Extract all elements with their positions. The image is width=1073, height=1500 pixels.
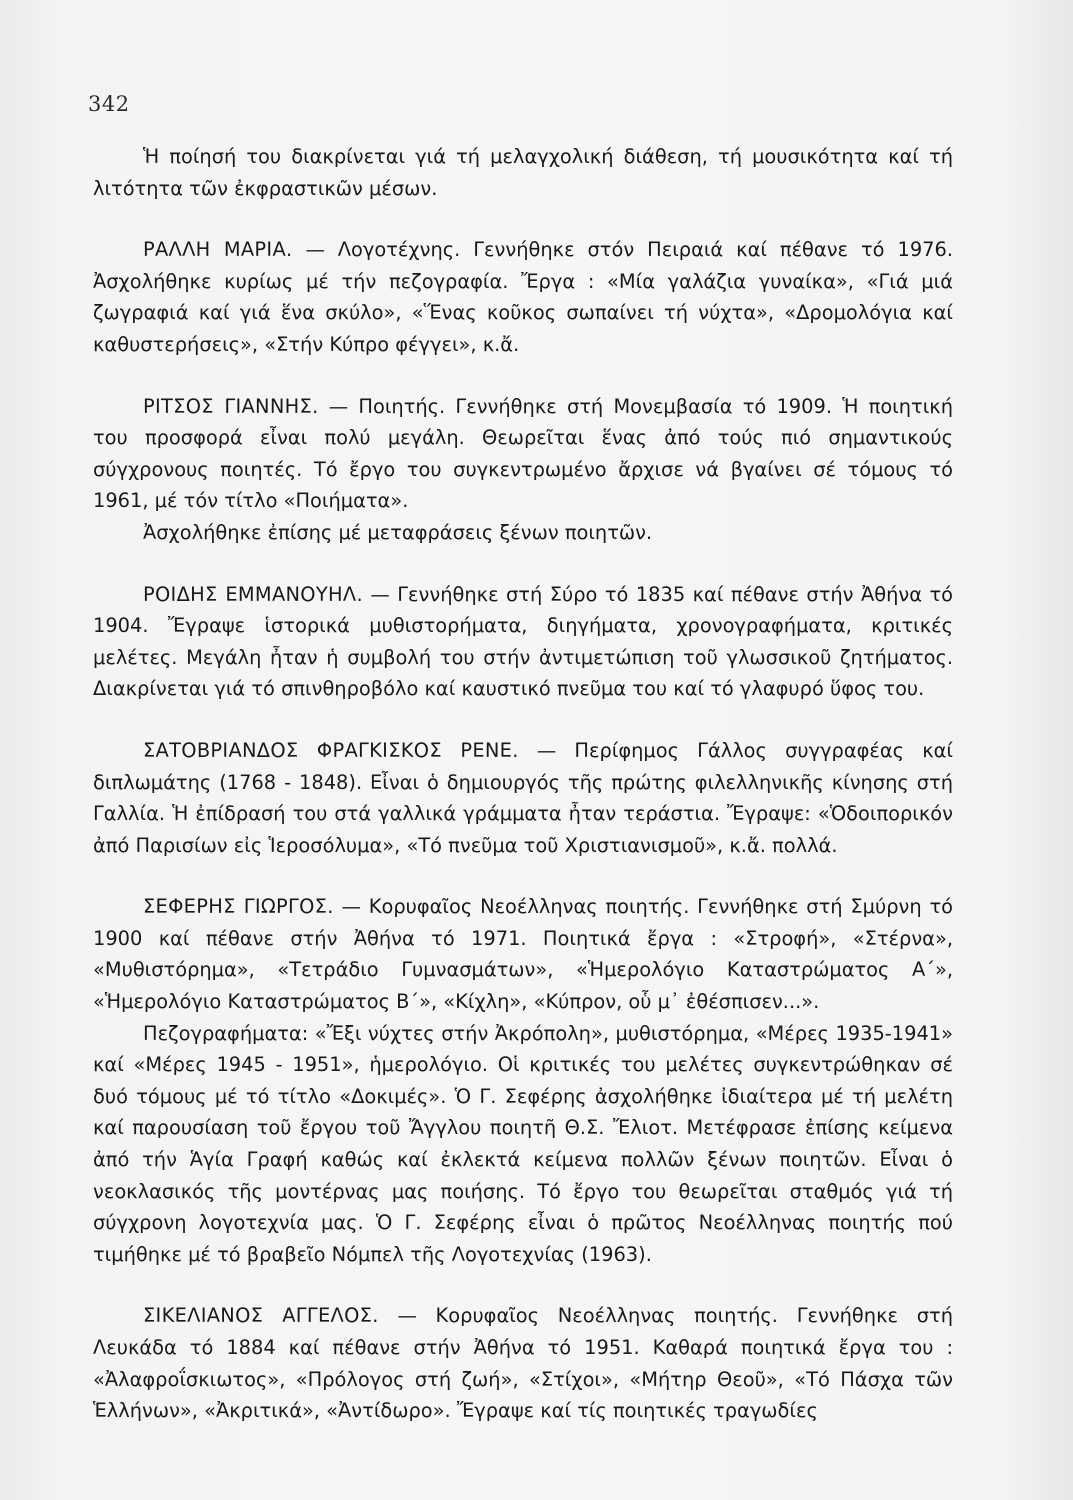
entry-ralli [93, 234, 953, 360]
entry-paragraph [93, 391, 953, 517]
text-body [93, 141, 953, 1427]
entry-paragraph [93, 579, 953, 705]
entry-text: — Ποιητής. Γεννήθηκε στή Μονεμβασία τό 1909. Ἡ ποιητική του προσφορά εἶναι πολύ μεγάλη. Θεωρεῖται ἕνας ἀπό τούς πιό σημαντικούς σύγχρονους ποιητές. Τό ἔργο του συγκεντρωμένο ἄρχισε νά βγαίνει σέ τόμους τό 1961, μέ τόν τίτλο «Ποιήματα». [93, 394, 953, 513]
entry-text: — Κορυφαῖος Νεοέλληνας ποιητής. Γεννήθηκε στή Λευκάδα τό 1884 καί πέθανε στήν Ἀθήνα τό 1951. Καθαρά ποιητικά ἔργα του : «Ἀλαφροΐσκιωτος», «Πρόλογος στή ζωή», «Στίχοι», «Μήτηρ Θεοῦ», «Τό Πάσχα τῶν Ἑλλήνων», «Ἀκριτικά», «Ἀντίδωρο». Ἔγραψε καί τίς ποιητικές τραγωδίες [93, 1304, 953, 1423]
entry-text: — Κορυφαῖος Νεοέλληνας ποιητής. Γεννήθηκε στή Σμύρνη τό 1900 καί πέθανε στήν Ἀθήνα τό 1971. Ποιητικά ἔργα : «Στροφή», «Στέρνα», «Μυθιστόρημα», «Τετράδιο Γυμνασμάτων», «Ἡμερολόγιο Καταστρώματος Α΄», «Ἡμερολόγιο Καταστρώματος Β΄», «Κίχλη», «Κύπρον, οὗ μ᾿ ἐθέσπισεν...». [93, 895, 953, 1014]
entry-paragraph [93, 234, 953, 360]
entry-name: ΣΑΤΟΒΡΙΑΝΔΟΣ ΦΡΑΓΚΙΣΚΟΣ ΡΕΝΕ. [143, 738, 519, 762]
entry-name: ΡΙΤΣΟΣ ΓΙΑΝΝΗΣ. [143, 394, 319, 418]
entry-name: ΡΑΛΛΗ ΜΑΡΙΑ. [143, 238, 293, 262]
page-number: 342 [88, 92, 130, 116]
entry-paragraph: Ἡ ποίησή του διακρίνεται γιά τή μελαγχολική διάθεση, τή μουσικότητα καί τή λιτότητα τῶν ἐκφραστικῶν μέσων. [93, 145, 953, 200]
entry-text: — Περίφημος Γάλλος συγγραφέας καί διπλωμάτης (1768 - 1848). Εἶναι ὁ δημιουργός τῆς πρώτης φιλελληνικῆς κίνησης στή Γαλλία. Ἡ ἐπίδρασή του στά γαλλικά γράμματα ἦταν τεράστια. Ἔγραψε: «Ὁδοιπορικόν ἀπό Παρισίων εἰς Ἱεροσόλυμα», «Τό πνεῦμα τοῦ Χριστιανισμοῦ», κ.ἄ. πολλά. [93, 738, 953, 857]
entry-paragraph [93, 1300, 953, 1426]
entry-paragraph [93, 735, 953, 861]
entry-name: ΡΟΙΔΗΣ ΕΜΜΑΝΟΥΗΛ. [143, 582, 363, 606]
entry-paragraph: Πεζογραφήματα: «Ἔξι νύχτες στήν Ἀκρόπολη», μυθιστόρημα, «Μέρες 1935-1941» καί «Μέρες 1945 - 1951», ἡμερολόγιο. Οἱ κριτικές του μελέτες συγκεντρώθηκαν σέ δυό τόμους μέ τό τίτλο «Δοκιμές». Ὁ Γ. Σεφέρης ἀσχολήθηκε ἰδιαίτερα μέ τή μελέτη καί παρουσίαση τοῦ ἔργου τοῦ Ἄγγλου ποιητῆ Θ.Σ. Ἔλιοτ. Μετέφρασε ἐπίσης κείμενα ἀπό τήν Ἁγία Γραφή καθώς καί ἐκλεκτά κείμενα πολλῶν ξένων ποιητῶν. Εἶναι ὁ νεοκλασικός τῆς μοντέρνας μας ποιήσης. Τό ἔργο του θεωρεῖται σταθμός γιά τή σύγχρονη λογοτεχνία μας. Ὁ Γ. Σεφέρης εἶναι ὁ πρῶτος Νεοέλληνας ποιητής πού τιμήθηκε μέ τό βραβεῖο Νόμπελ τῆς Λογοτεχνίας (1963). [93, 1021, 953, 1266]
entry-intro [93, 141, 953, 204]
entry-seferis [93, 891, 953, 1270]
entry-sikelianos [93, 1300, 953, 1426]
entry-ritsos [93, 391, 953, 549]
entry-text: — Γεννήθηκε στή Σύρο τό 1835 καί πέθανε στήν Ἀθήνα τό 1904. Ἔγραψε ἱστορικά μυθιστορήματα, διηγήματα, χρονογραφήματα, κριτικές μελέτες. Μεγάλη ἦταν ἡ συμβολή του στήν ἀντιμετώπιση τοῦ γλωσσικοῦ ζητήματος. Διακρίνεται γιά τό σπινθηροβόλο καί καυστικό πνεῦμα του καί τό γλαφυρό ὕφος του. [93, 582, 953, 701]
entry-roidis [93, 579, 953, 705]
entry-paragraph [93, 891, 953, 1017]
entry-chateaubriand [93, 735, 953, 861]
entry-name: ΣΕΦΕΡΗΣ ΓΙΩΡΓΟΣ. [143, 895, 334, 919]
entry-name: ΣΙΚΕΛΙΑΝΟΣ ΑΓΓΕΛΟΣ. [143, 1304, 379, 1328]
entry-paragraph: Ἀσχολήθηκε ἐπίσης μέ μεταφράσεις ξένων ποιητῶν. [143, 520, 653, 544]
entry-text: — Λογοτέχνης. Γεννήθηκε στόν Πειραιά καί πέθανε τό 1976. Ἀσχολήθηκε κυρίως μέ τήν πεζογραφία. Ἔργα : «Μία γαλάζια γυναίκα», «Γιά μιά ζωγραφιά καί γιά ἕνα σκύλο», «Ἕνας κοῦκος σωπαίνει τή νύχτα», «Δρομολόγια καί καθυστερήσεις», «Στήν Κύπρο φέγγει», κ.ἄ. [93, 238, 953, 356]
